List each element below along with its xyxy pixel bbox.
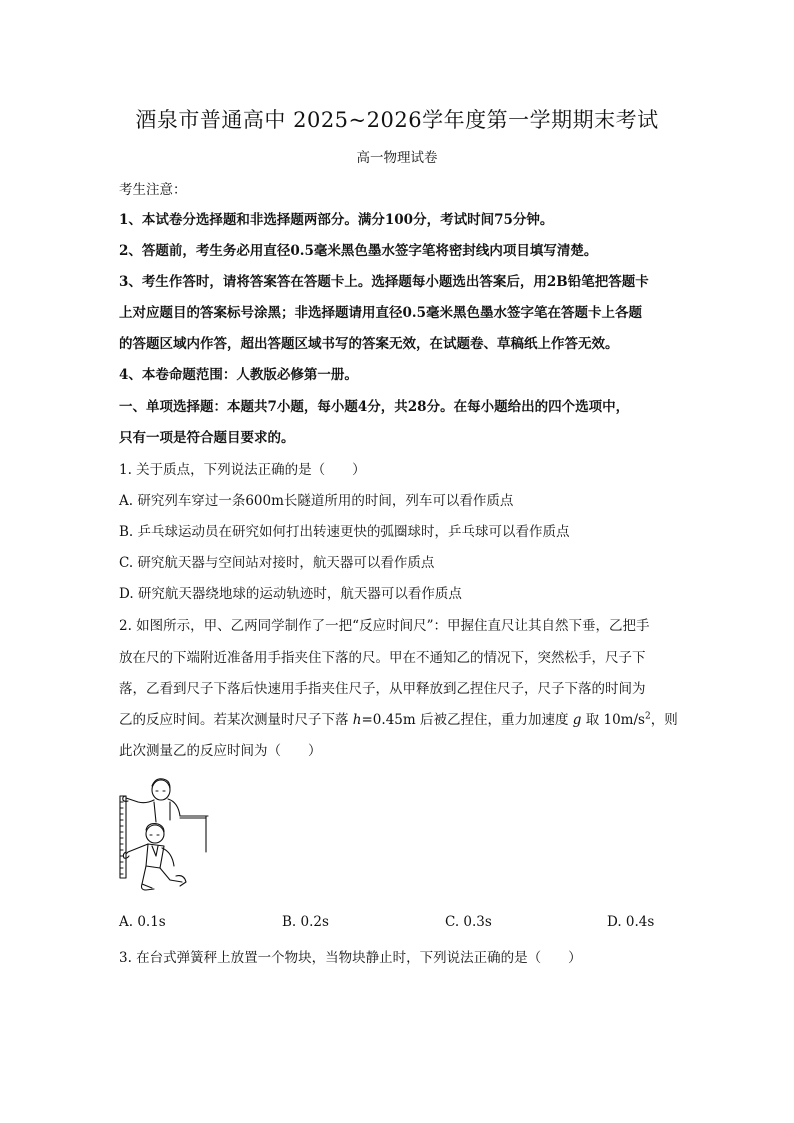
question-2-line-3: 落，乙看到尺子下落后快速用手指夹住尺子，从甲释放到乙捏住尺子，尺子下落的时间为: [119, 681, 646, 697]
question-2-option-a: A. 0.1s: [119, 914, 166, 930]
exam-title: 酒泉市普通高中 2025~2026学年度第一学期期末考试: [135, 108, 659, 132]
question-2-line-1: 2. 如图所示，甲、乙两同学制作了一把“反应时间尺”：甲握住直尺让其自然下垂，乙把手: [119, 618, 650, 634]
question-1-option-b: B. 乒乓球运动员在研究如何打出转速更快的弧圈球时，乒乓球可以看作质点: [119, 524, 570, 540]
gravity-symbol: g: [572, 712, 582, 728]
question-2-line-4-text-d: ，则: [650, 712, 678, 728]
question-2-option-c: C. 0.3s: [445, 914, 492, 930]
exam-subtitle: 高一物理试卷: [356, 150, 438, 166]
notice-item-3-cont-1: 上对应题目的答案标号涂黑；非选择题请用直径0.5毫米黑色墨水签字笔在答题卡上各题: [119, 305, 642, 321]
notice-heading: 考生注意：: [119, 182, 187, 198]
question-2-line-5: 此次测量乙的反应时间为（ ）: [119, 743, 322, 759]
question-2-line-4-text-b: =0.45m 后被乙捏住，重力加速度: [361, 712, 573, 728]
notice-item-3: 3、考生作答时，请将答案答在答题卡上。选择题每小题选出答案后，用2B铅笔把答题卡: [119, 274, 649, 290]
notice-item-3-cont-2: 的答题区域内作答，超出答题区域书写的答案无效，在试题卷、草稿纸上作答无效。: [119, 336, 619, 352]
question-2-options: [119, 914, 679, 934]
question-2-option-b: B. 0.2s: [282, 914, 329, 930]
exponent: 2: [644, 711, 651, 722]
question-2-line-4-text-c: 取 10m/s: [581, 712, 645, 728]
notice-item-4: 4、本卷命题范围：人教版必修第一册。: [119, 367, 358, 383]
question-3-stem: 3. 在台式弹簧秤上放置一个物块，当物块静止时，下列说法正确的是（ ）: [119, 950, 582, 966]
height-symbol: h: [352, 712, 362, 728]
notice-item-1: 1、本试卷分选择题和非选择题两部分。满分100分，考试时间75分钟。: [119, 212, 554, 228]
question-1-stem: 1. 关于质点，下列说法正确的是（ ）: [119, 462, 366, 478]
question-1-option-a: A. 研究列车穿过一条600m长隧道所用的时间，列车可以看作质点: [119, 493, 514, 509]
reaction-ruler-illustration: [112, 772, 212, 898]
question-1-option-c: C. 研究航天器与空间站对接时，航天器可以看作质点: [119, 555, 435, 571]
section-heading-cont: 只有一项是符合题目要求的。: [119, 430, 295, 446]
question-2-line-2: 放在尺的下端附近准备用手指夹住下落的尺。甲在不通知乙的情况下，突然松手，尺子下: [119, 650, 646, 666]
question-2-line-4: [119, 708, 679, 728]
notice-item-2: 2、答题前，考生务必用直径0.5毫米黑色墨水签字笔将密封线内项目填写清楚。: [119, 243, 598, 259]
question-2-option-d: D. 0.4s: [607, 914, 655, 930]
question-1-option-d: D. 研究航天器绕地球的运动轨迹时，航天器可以看作质点: [119, 586, 462, 602]
question-2-line-4-text-a: 乙的反应时间。若某次测量时尺子下落: [119, 712, 353, 728]
section-heading: 一、单项选择题：本题共7小题，每小题4分，共28分。在每小题给出的四个选项中，: [119, 399, 630, 415]
